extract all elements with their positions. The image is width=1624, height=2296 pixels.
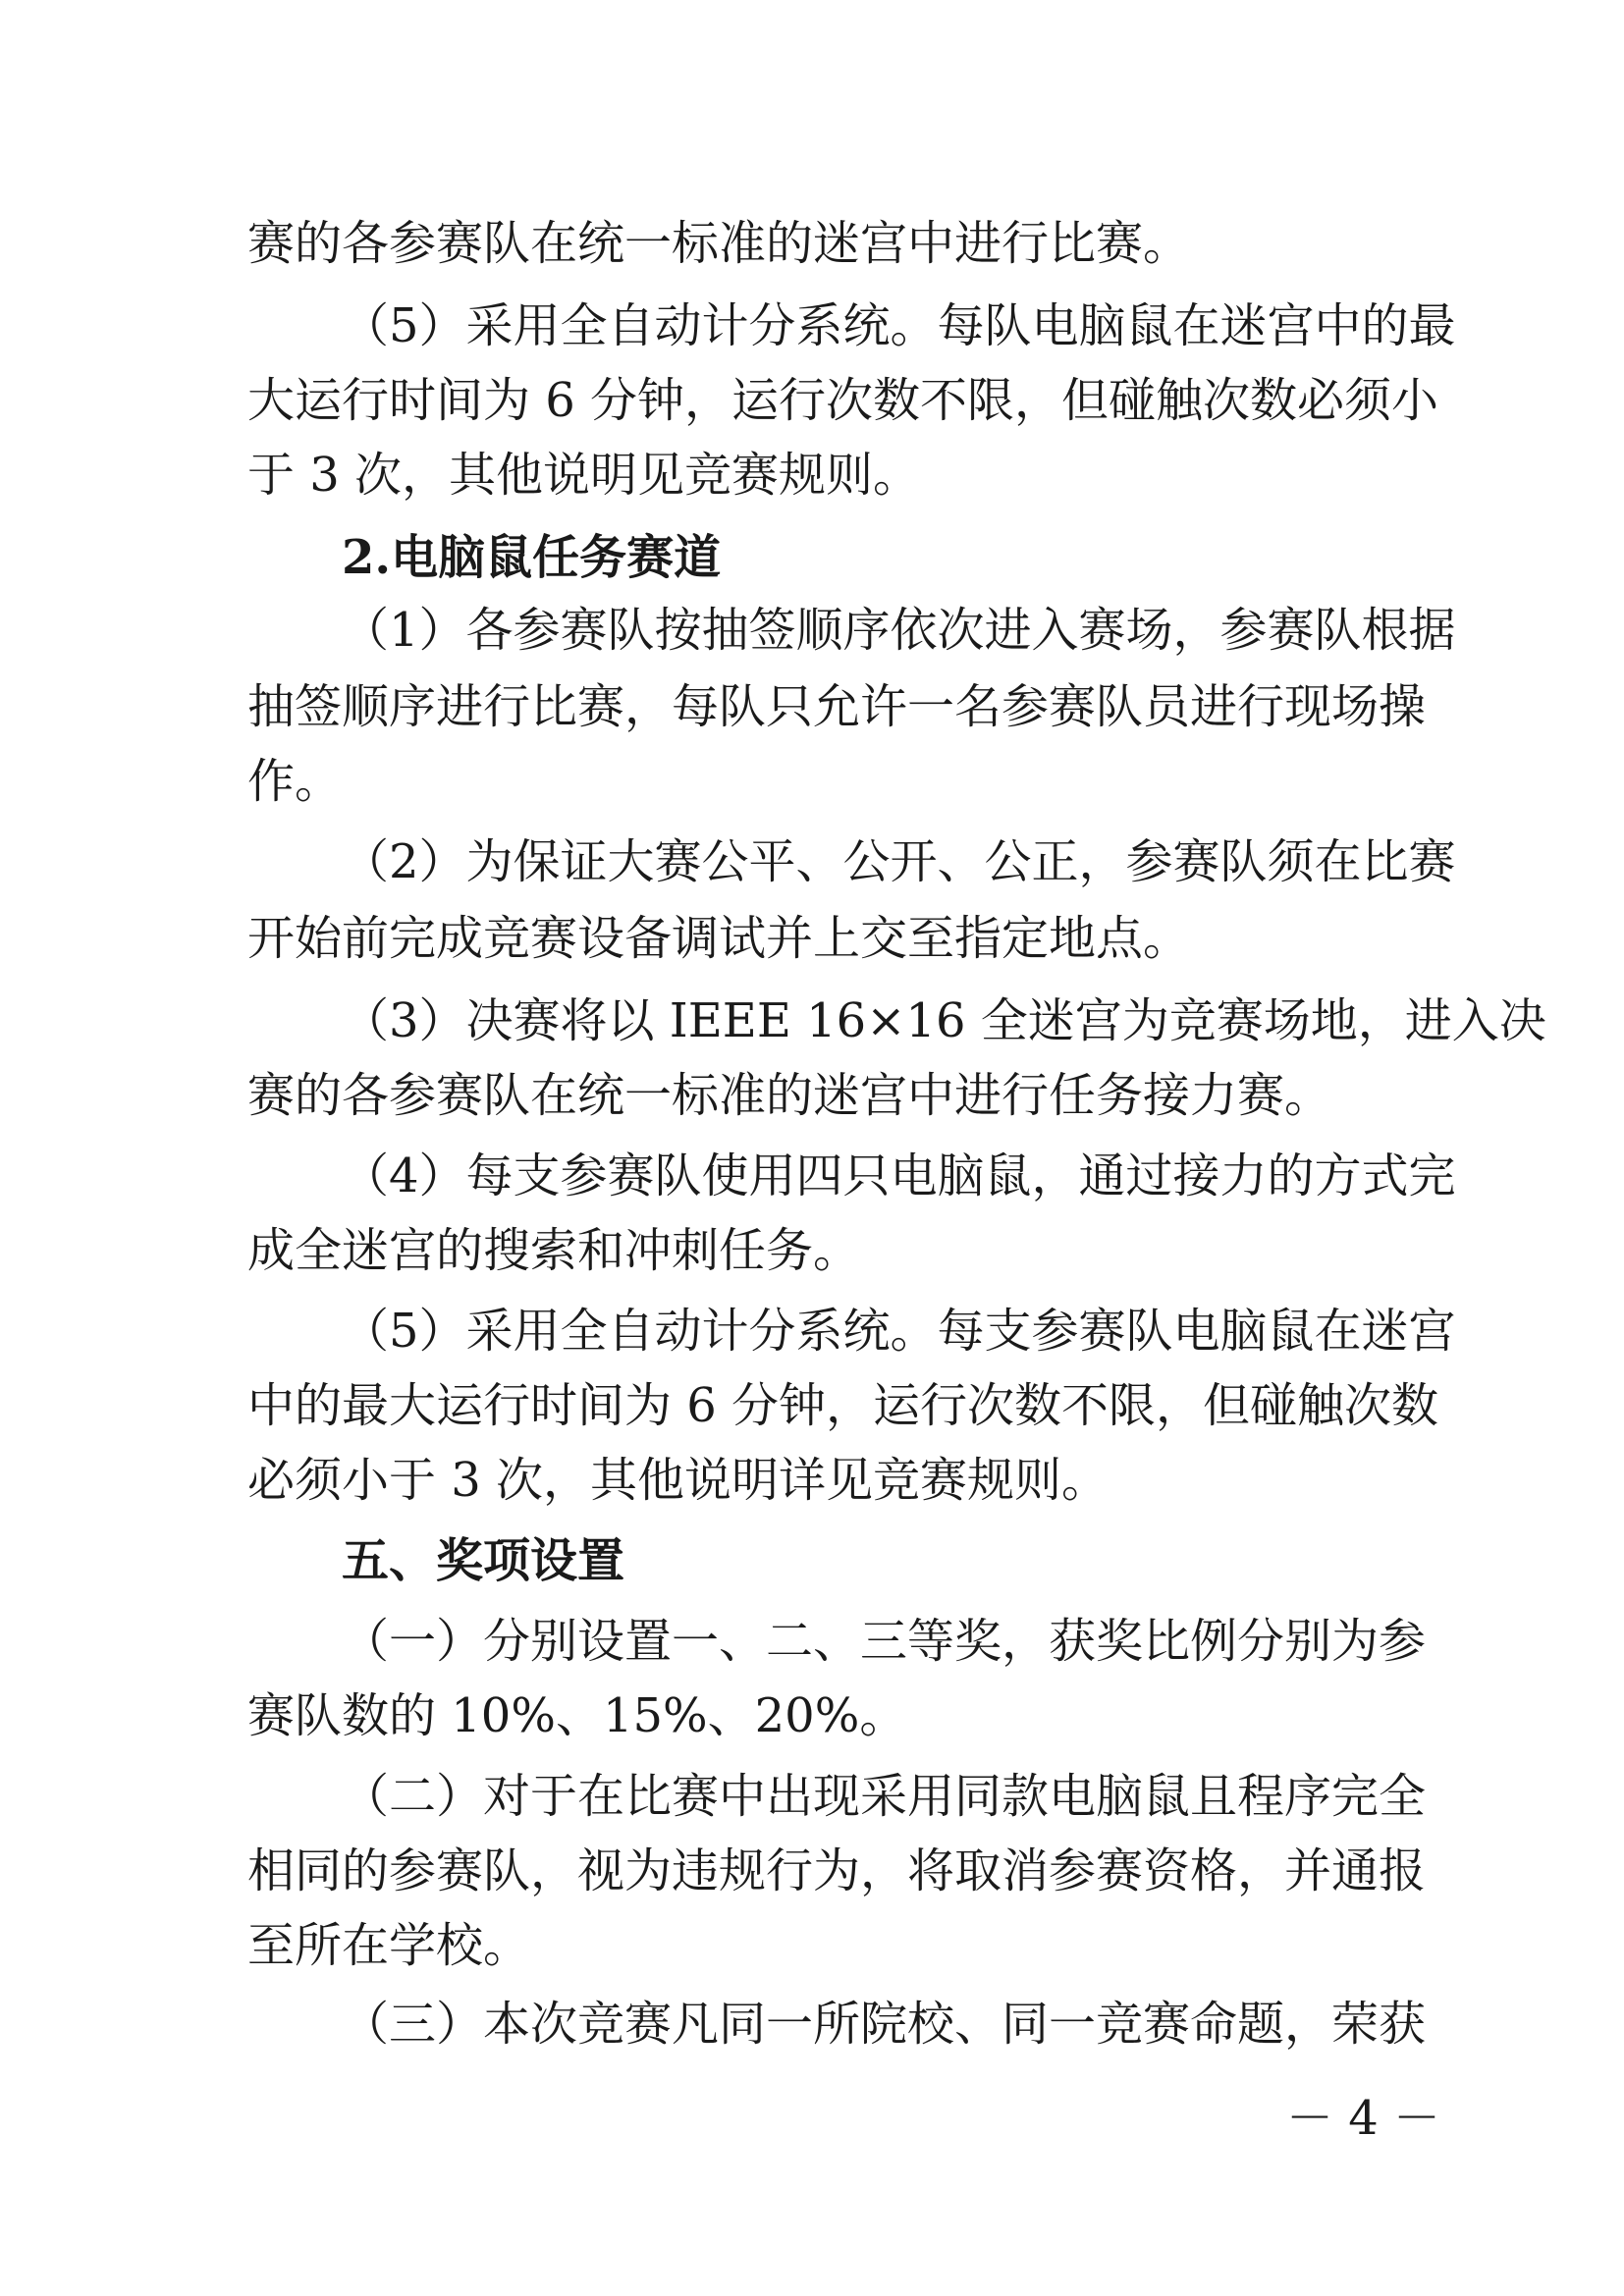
paragraph-line: （一）分别设置一、二、三等奖，获奖比例分别为参 [342,1614,1427,1669]
paragraph-line: （二）对于在比赛中出现采用同款电脑鼠且程序完全 [342,1769,1427,1824]
paragraph-line: 中的最大运行时间为 6 分钟，运行次数不限，但碰触次数 [247,1378,1439,1433]
paragraph-line: 成全迷宫的搜索和冲刺任务。 [247,1223,861,1278]
paragraph-line: （4）每支参赛队使用四只电脑鼠，通过接力的方式完 [342,1148,1456,1203]
page-number: － 4 － [1286,2091,1441,2146]
paragraph-line: 赛的各参赛队在统一标准的迷宫中进行比赛。 [247,216,1191,271]
section-heading: 2.电脑鼠任务赛道 [342,530,722,585]
paragraph-line: 赛的各参赛队在统一标准的迷宫中进行任务接力赛。 [247,1068,1332,1123]
paragraph-line: 至所在学校。 [247,1918,531,1973]
paragraph-line: （1）各参赛队按抽签顺序依次进入赛场，参赛队根据 [342,603,1456,658]
paragraph-line: 大运行时间为 6 分钟，运行次数不限，但碰触次数必须小 [247,373,1439,428]
paragraph-line: 赛队数的 10%、15%、20%。 [247,1688,907,1743]
paragraph-line: 开始前完成竞赛设备调试并上交至指定地点。 [247,911,1191,966]
paragraph-line: （5）采用全自动计分系统。每队电脑鼠在迷宫中的最 [342,298,1456,353]
section-heading: 五、奖项设置 [342,1533,625,1588]
paragraph-line: 于 3 次，其他说明见竞赛规则。 [247,448,921,503]
paragraph-line: 作。 [247,754,343,809]
paragraph-line: （三）本次竞赛凡同一所院校、同一竞赛命题，荣获 [342,1997,1427,2052]
paragraph-line: 相同的参赛队，视为违规行为，将取消参赛资格，并通报 [247,1843,1427,1898]
paragraph-line: 必须小于 3 次，其他说明详见竞赛规则。 [247,1453,1110,1508]
paragraph-line: （3）决赛将以 IEEE 16×16 全迷宫为竞赛场地，进入决 [342,993,1546,1048]
paragraph-line: （2）为保证大赛公平、公开、公正，参赛队须在比赛 [342,834,1456,889]
paragraph-line: （5）采用全自动计分系统。每支参赛队电脑鼠在迷宫 [342,1304,1456,1359]
paragraph-line: 抽签顺序进行比赛，每队只允许一名参赛队员进行现场操 [247,679,1427,734]
